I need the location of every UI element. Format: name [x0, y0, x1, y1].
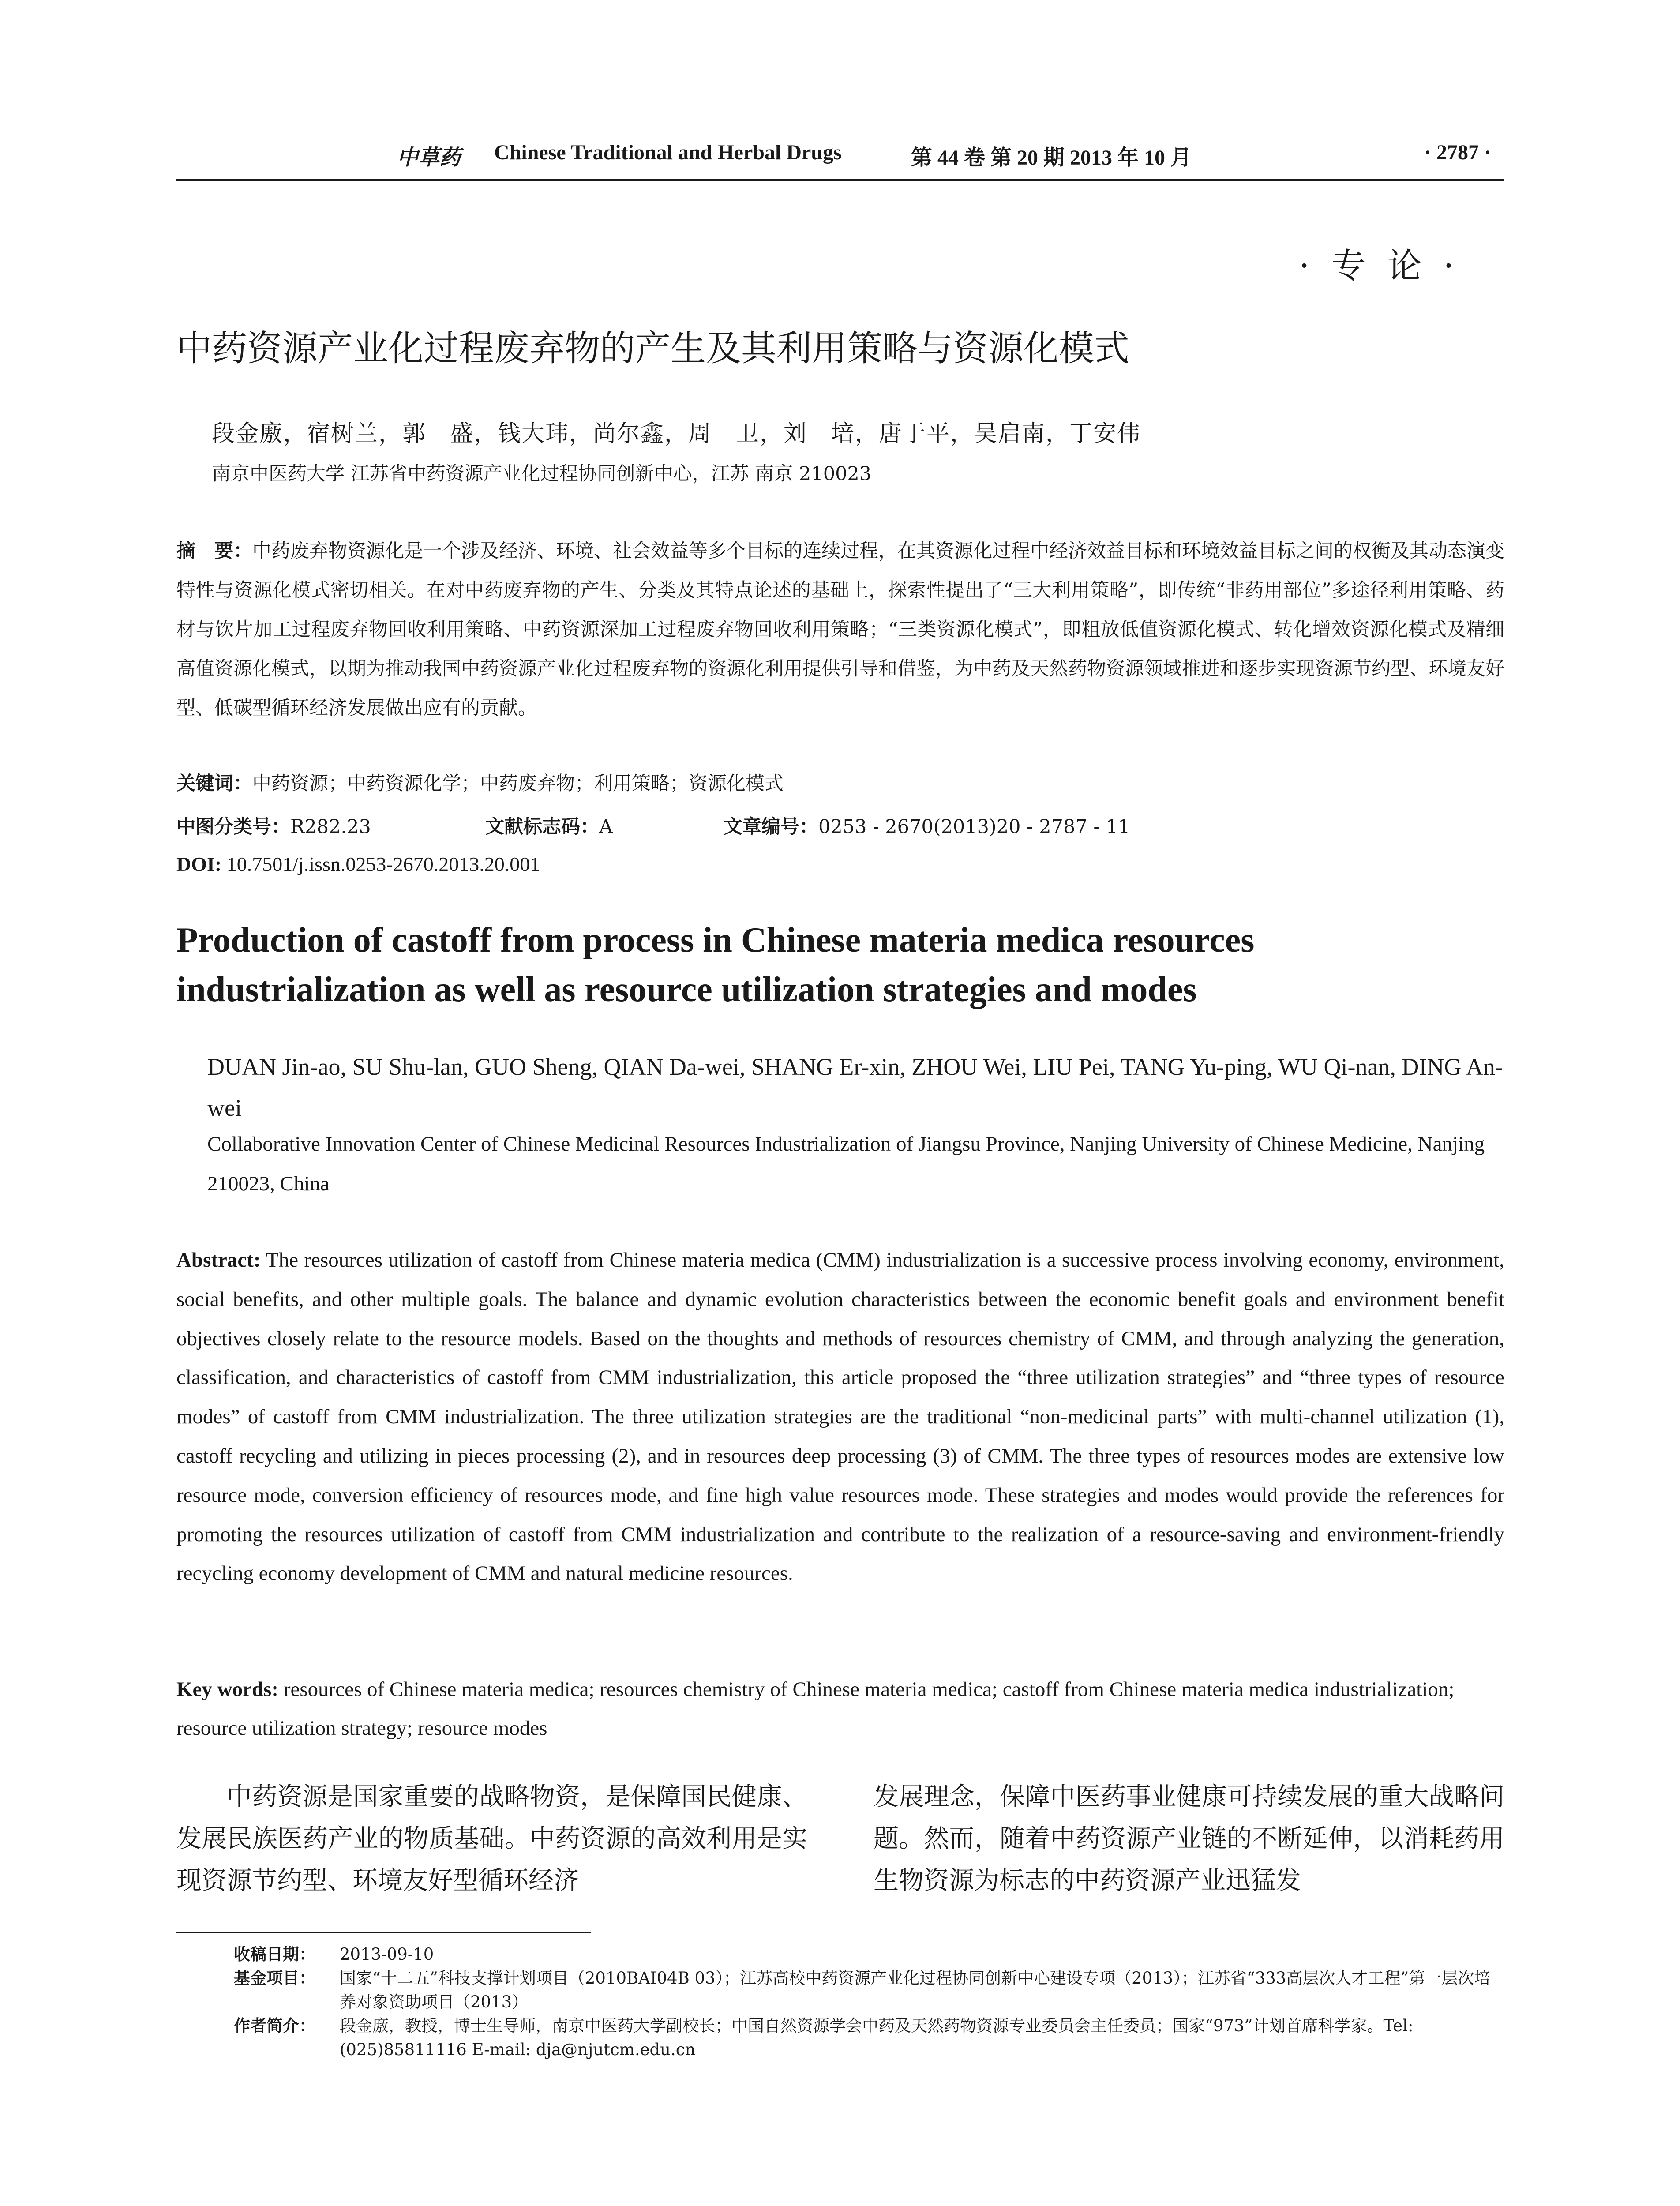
article-number-label: 文章编号： [724, 816, 818, 838]
abstract-chinese-text: 中药废弃物资源化是一个涉及经济、环境、社会效益等多个目标的连续过程，在其资源化过程中经济效益目标和环境效益目标之间的权衡及其动态演变特性与资源化模式密切相关。在对中药废弃物的产生、分类及其特点论述的基础上，探索性提出了“三大利用策略”，即传统“非药用部位”多途径利用策略、药材与饮片加工过程废弃物回收利用策略、中药资源深加工过程废弃物回收利用策略；“三类资源化模式”，即粗放低值资源化模式、转化增效资源化模式及精细高值资源化模式，以期为推动我国中药资源产业化过程废弃物的资源化利用提供引导和借鉴，为中药及天然药物资源领域推进和逐步实现资源节约型、环境友好型、低碳型循环经济发展做出应有的贡献。 [176, 540, 1504, 719]
footnote-author-bio [176, 2014, 1504, 2062]
clc-number [176, 812, 371, 839]
abstract-english [176, 1241, 1504, 1593]
doi-link[interactable]: 10.7501/j.issn.0253-2670.2013.20.001 [226, 853, 540, 875]
affiliation-english: Collaborative Innovation Center of Chinese Medicinal Resources Industrialization of Jiangsu Province, Nanjing University of Chinese Medicine, Nanjing 210023, China [207, 1133, 1485, 1195]
abstract-english-label: Abstract: [176, 1249, 261, 1272]
document-code-value: A [599, 816, 613, 838]
footnote-funding [176, 1966, 1504, 2014]
journal-name-en: Chinese Traditional and Herbal Drugs [494, 141, 842, 164]
body-column-right: 发展理念，保障中医药事业健康可持续发展的重大战略问题。然而，随着中药资源产业链的不断延伸，以消耗药用生物资源为标志的中药资源产业迅猛发 [874, 1782, 1504, 1895]
footnote-rule [176, 1932, 591, 1933]
page-number: · 2787 · [1424, 141, 1491, 164]
keywords-chinese-text: 中药资源；中药资源化学；中药废弃物；利用策略；资源化模式 [252, 773, 784, 795]
document-code [485, 812, 613, 839]
footnote-label: 收稿日期： [234, 1945, 315, 1964]
title-english: Production of castoff from process in Chinese materia medica resources industrialization as well as resource utilization strategies and modes [176, 921, 1255, 1009]
doi-line [176, 852, 540, 876]
abstract-english-text: The resources utilization of castoff from Chinese materia medica (CMM) industrialization is a successive process involving economy, environment, social benefits, and other multiple goals. The balance and dynamic evolution characteristics between the economic benefit goals and environment benefit objectives closely relate to the resource models. Based on the thoughts and methods of resources chemistry of CMM, and through analyzing the generation, classification, and characteristics of castoff from CMM industrialization, this article proposed the “three utilization strategies” and “three types of resource modes” of castoff from CMM industrialization. The three utilization strategies are the traditional “non-medicinal parts” with multi-channel utilization (1), castoff recycling and utilizing in pieces processing (2), and in resources deep processing (3) of CMM. The three types of resources modes are extensive low resource mode, conversion efficiency of resources mode, and fine high value resources mode. These strategies and modes would provide the references for promoting the resources utilization of castoff from CMM industrialization and contribute to the realization of a resource-saving and environment-friendly recycling economy development of CMM and natural medicine resources. [176, 1249, 1504, 1585]
header-rule [176, 179, 1504, 181]
keywords-chinese [176, 769, 784, 795]
keywords-english-text: resources of Chinese materia medica; resources chemistry of Chinese materia medica; castoff from Chinese materia medica industrialization; resource utilization strategy; resource modes [176, 1678, 1455, 1740]
footnote-text: 2013-09-10 [340, 1945, 434, 1964]
article-number [724, 812, 1130, 839]
keywords-english [176, 1670, 1504, 1748]
clc-value: R282.23 [290, 816, 371, 838]
doi-label: DOI: [176, 853, 222, 875]
footnote-label: 基金项目： [234, 1969, 315, 1988]
keywords-english-label: Key words: [176, 1678, 279, 1701]
journal-name-cn: 中草药 [397, 146, 461, 169]
issue-info: 第 44 卷 第 20 期 2013 年 10 月 [911, 146, 1192, 169]
title-chinese: 中药资源产业化过程废弃物的产生及其利用策略与资源化模式 [176, 328, 1129, 369]
article-number-value: 0253 - 2670(2013)20 - 2787 - 11 [818, 816, 1130, 838]
affiliation-chinese: 南京中医药大学 江苏省中药资源产业化过程协同创新中心，江苏 南京 210023 [212, 463, 872, 485]
authors-english: DUAN Jin-ao, SU Shu-lan, GUO Sheng, QIAN Da-wei, SHANG Er-xin, ZHOU Wei, LIU Pei, TANG Yu-ping, WU Qi-nan, DING An-wei [207, 1054, 1503, 1121]
authors-chinese: 段金廒，宿树兰，郭 盛，钱大玮，尚尔鑫，周 卫，刘 培，唐于平，吴启南，丁安伟 [212, 420, 1141, 447]
footnote-text: 国家“十二五”科技支撑计划项目（2010BAI04B 03）；江苏高校中药资源产业化过程协同创新中心建设专项（2013）；江苏省“333高层次人才工程”第一层次培养对象资助项目（2013） [340, 1969, 1491, 2011]
keywords-chinese-label: 关键词： [176, 773, 252, 795]
document-code-label: 文献标志码： [485, 816, 599, 838]
footnote-received [176, 1943, 1504, 1966]
running-header [176, 140, 1504, 176]
footnote-text: 段金廒，教授，博士生导师，南京中医药大学副校长；中国自然资源学会中药及天然药物资源专业委员会主任委员；国家“973”计划首席科学家。Tel: (025)85811116 E-mail: dja@njutcm.edu.cn [340, 2016, 1414, 2059]
abstract-chinese [176, 532, 1504, 728]
section-label: · 专 论 · [1299, 246, 1459, 286]
body-column-left: 中药资源是国家重要的战略物资，是保障国民健康、发展民族医药产业的物质基础。中药资源的高效利用是实现资源节约型、环境友好型循环经济 [176, 1782, 807, 1895]
footnote-label: 作者简介： [234, 2016, 315, 2035]
clc-label: 中图分类号： [176, 816, 290, 838]
abstract-chinese-label: 摘 要： [176, 540, 252, 562]
footnotes [176, 1943, 1504, 2062]
